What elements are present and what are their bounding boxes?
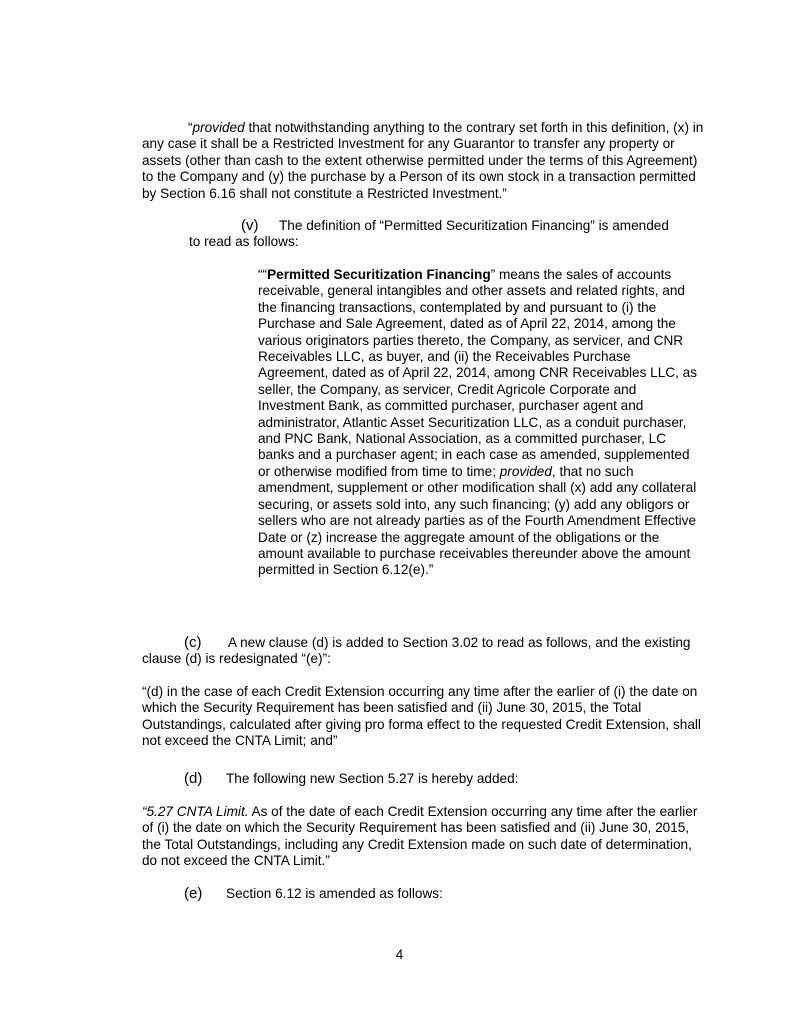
clause-e-text: Section 6.12 is amended as follows: [226, 886, 443, 901]
clause-v-label: (v) [241, 217, 259, 234]
definition-text-a: ” means the sales of accounts receivable, general intangibles and other assets and related rights, and the financing transactions, contemplated by and pursuant to (i) the Purchase and Sale Agreement, dated as of April 22, 2014, among the various originators parties thereto, the Company, as servicer, and CNR Receivables LLC, as buyer, and (ii) the Receivables Purchase Agreement, dated as of April 22, 2014, among CNR Receivables LLC, as seller, the Company, as servicer, Credit Agricole Corporate and Investment Bank, as committed purchaser, purchaser agent and administrator, Atlantic Asset Securitization LLC, as a conduit purchaser, and PNC Bank, National Association, as a committed purchaser, LC banks and a purchaser agent; in each case as amended, supplemented or otherwise modified from time to time; [258, 267, 698, 479]
definition-text-b: , that no such amendment, supplement or other modification shall (x) add any collateral securing, or assets sold into, any such financing; (y) add any obligors or sellers who are not already parties as of the Fourth Amendment Effective Date or (z) increase the aggregate amount of the obligations or the amount available to purchase receivables thereunder above the amount permitted in Section 6.12(e).” [258, 463, 697, 578]
clause-v-line2: to read as follows: [189, 234, 299, 250]
definition-term: Permitted Securitization Financing [267, 267, 491, 282]
clause-d-paragraph [142, 771, 708, 787]
clause-c-label: (c) [184, 634, 202, 651]
provided-italic: provided [192, 120, 245, 135]
definition-provided-italic: provided [499, 463, 552, 479]
open-quote: “ [188, 120, 193, 135]
clause-d-label: (d) [184, 770, 203, 787]
clause-c-paragraph [142, 635, 708, 668]
section-527-text: As of the date of each Credit Extension occurring any time after the earlier of (i) the date on which the Security Requirement has been satisfied and (ii) June 30, 2015, the Total Outstandings, including any Credit Extension made on such date of determination, do not exceed the CNTA Limit.” [142, 804, 698, 869]
clause-v-line1: The definition of “Permitted Securitization Financing” is amended [279, 218, 669, 233]
clause-d-quote [142, 684, 708, 750]
section-527-heading: “5.27 CNTA Limit. [142, 804, 249, 819]
provided-paragraph-text: that notwithstanding anything to the contrary set forth in this definition, (x) in any case it shall be a Restricted Investment for any Guarantor to transfer any property or assets (other than cash to the extent otherwise permitted under the terms of this Agreement) to the Company and (y) the purchase by a Person of its own stock in a transaction permitted by Section 6.16 shall not constitute a Restricted Investment.” [142, 120, 704, 201]
page-number: 4 [395, 947, 404, 962]
clause-d-text: The following new Section 5.27 is hereby added: [226, 771, 519, 786]
permitted-securitization-definition [258, 267, 703, 579]
definition-open-quote: ““ [258, 267, 268, 282]
section-527-paragraph [142, 804, 708, 870]
clause-v-paragraph [189, 218, 709, 251]
clause-e-label: (e) [184, 885, 203, 902]
clause-c-text: A new clause (d) is added to Section 3.02 to read as follows, and the existing clause (d) is redesignated “(e)”: [142, 635, 691, 667]
provided-paragraph [142, 120, 708, 202]
clause-e-paragraph [142, 886, 708, 902]
clause-d-quote-text: “(d) in the case of each Credit Extension occurring any time after the earlier of (i) the date on which the Security Requirement has been satisfied and (ii) June 30, 2015, the Total Outstandings, calculated after giving pro forma effect to the requested Credit Extension, shall not exceed the CNTA Limit; and” [142, 684, 701, 749]
